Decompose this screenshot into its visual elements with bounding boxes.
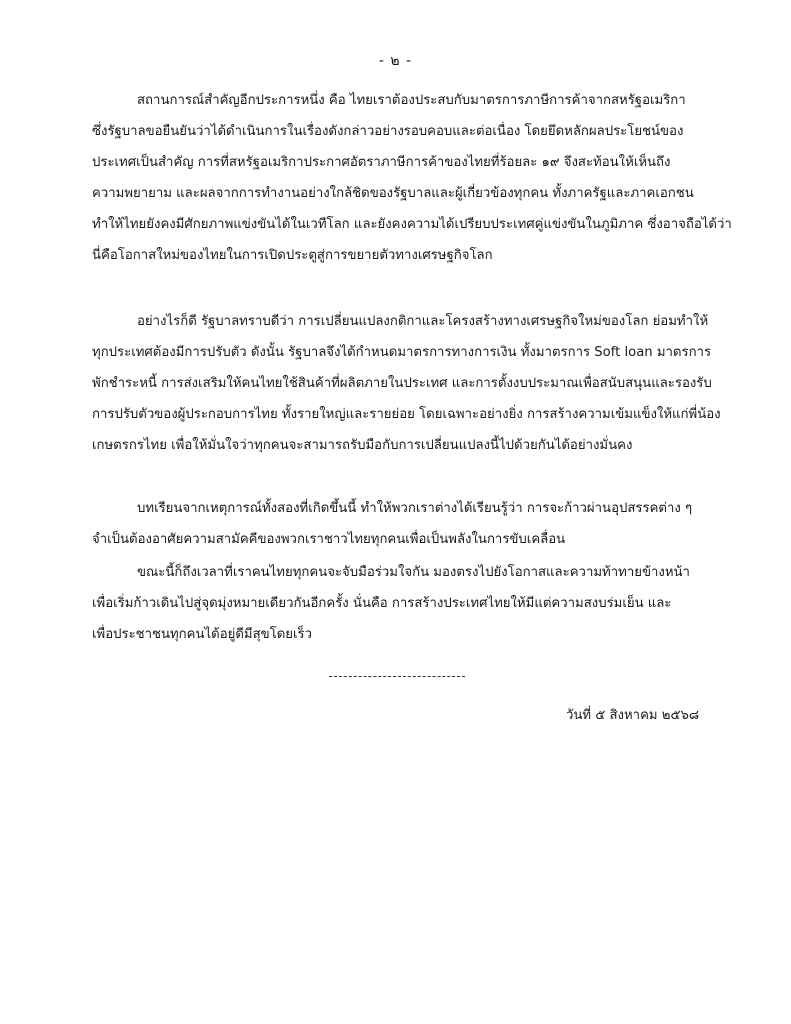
paragraph-line: อย่างไรก็ดี รัฐบาลทราบดีว่า การเปลี่ยนแปลงกติกาและโครงสร้างทางเศรษฐกิจใหม่ของโลก ย่อมทำให้ [137, 314, 709, 329]
paragraph-line: ความพยายาม และผลจากการทำงานอย่างใกล้ชิดของรัฐบาลและผู้เกี่ยวข้องทุกคน ทั้งภาครัฐและภาคเอกชน [92, 186, 694, 201]
paragraph-line: สถานการณ์สำคัญอีกประการหนึ่ง คือ ไทยเราต้องประสบกับมาตรการภาษีการค้าจากสหรัฐอเมริกา [137, 93, 686, 108]
paragraph-line: ทำให้ไทยยังคงมีศักยภาพแข่งขันได้ในเวทีโลก และยังคงความได้เปรียบประเทศคู่แข่งขันในภูมิภาค ซึ่งอาจถือได้ว่า [92, 217, 732, 232]
paragraph-line: ขณะนี้ก็ถึงเวลาที่เราคนไทยทุกคนจะจับมือร่วมใจกัน มองตรงไปยังโอกาสและความท้าทายข้างหน้า [137, 565, 690, 580]
page-number: - ๒ - [378, 53, 413, 69]
paragraph-line: ทุกประเทศต้องมีการปรับตัว ดังนั้น รัฐบาลจึงได้กำหนดมาตรการทางการเงิน ทั้งมาตรการ Soft loan มาตรการ [92, 345, 712, 360]
paragraph-2 [92, 306, 721, 461]
paragraph-line: จำเป็นต้องอาศัยความสามัคคีของพวกเราชาวไทยทุกคนเพื่อเป็นพลังในการขับเคลื่อน [92, 532, 566, 547]
paragraph-line: ซึ่งรัฐบาลขอยืนยันว่าได้ดำเนินการในเรื่องดังกล่าวอย่างรอบคอบและต่อเนื่อง โดยยึดหลักผลประโยชน์ของ [92, 124, 684, 139]
paragraph-line: เพื่อประชาชนทุกคนได้อยู่ดีมีสุขโดยเร็ว [92, 627, 313, 642]
end-divider [329, 676, 465, 677]
paragraph-line: การปรับตัวของผู้ประกอบการไทย ทั้งรายใหญ่และรายย่อย โดยเฉพาะอย่างยิ่ง การสร้างความเข้มแข็งให้แก่พี่น้อง [92, 407, 721, 422]
paragraph-4 [92, 557, 700, 650]
paragraph-line: ประเทศเป็นสำคัญ การที่สหรัฐอเมริกาประกาศอัตราภาษีการค้าของไทยที่ร้อยละ ๑๙ จึงสะท้อนให้เห็นถึง [92, 155, 671, 170]
paragraph-line: บทเรียนจากเหตุการณ์ทั้งสองที่เกิดขึ้นนี้ ทำให้พวกเราต่างได้เรียนรู้ว่า การจะก้าวผ่านอุปสรรคต่าง ๆ [137, 501, 693, 516]
paragraph-1 [92, 85, 732, 271]
paragraph-line: นี่คือโอกาสใหม่ของไทยในการเปิดประตูสู่การขยายตัวทางเศรษฐกิจโลก [92, 248, 493, 263]
document-date: วันที่ ๕ สิงหาคม ๒๕๖๘ [566, 708, 699, 723]
paragraph-line: เพื่อเริ่มก้าวเดินไปสู่จุดมุ่งหมายเดียวกันอีกครั้ง นั่นคือ การสร้างประเทศไทยให้มีแต่ความสงบร่มเย็น และ [92, 596, 672, 611]
paragraph-line: พักชำระหนี้ การส่งเสริมให้คนไทยใช้สินค้าที่ผลิตภายในประเทศ และการตั้งงบประมาณเพื่อสนับสนุนและรองรับ [92, 376, 712, 391]
paragraph-3 [92, 493, 700, 555]
paragraph-line: เกษตรกรไทย เพื่อให้มั่นใจว่าทุกคนจะสามารถรับมือกับการเปลี่ยนแปลงนี้ไปด้วยกันได้อย่างมั่นคง [92, 438, 633, 453]
